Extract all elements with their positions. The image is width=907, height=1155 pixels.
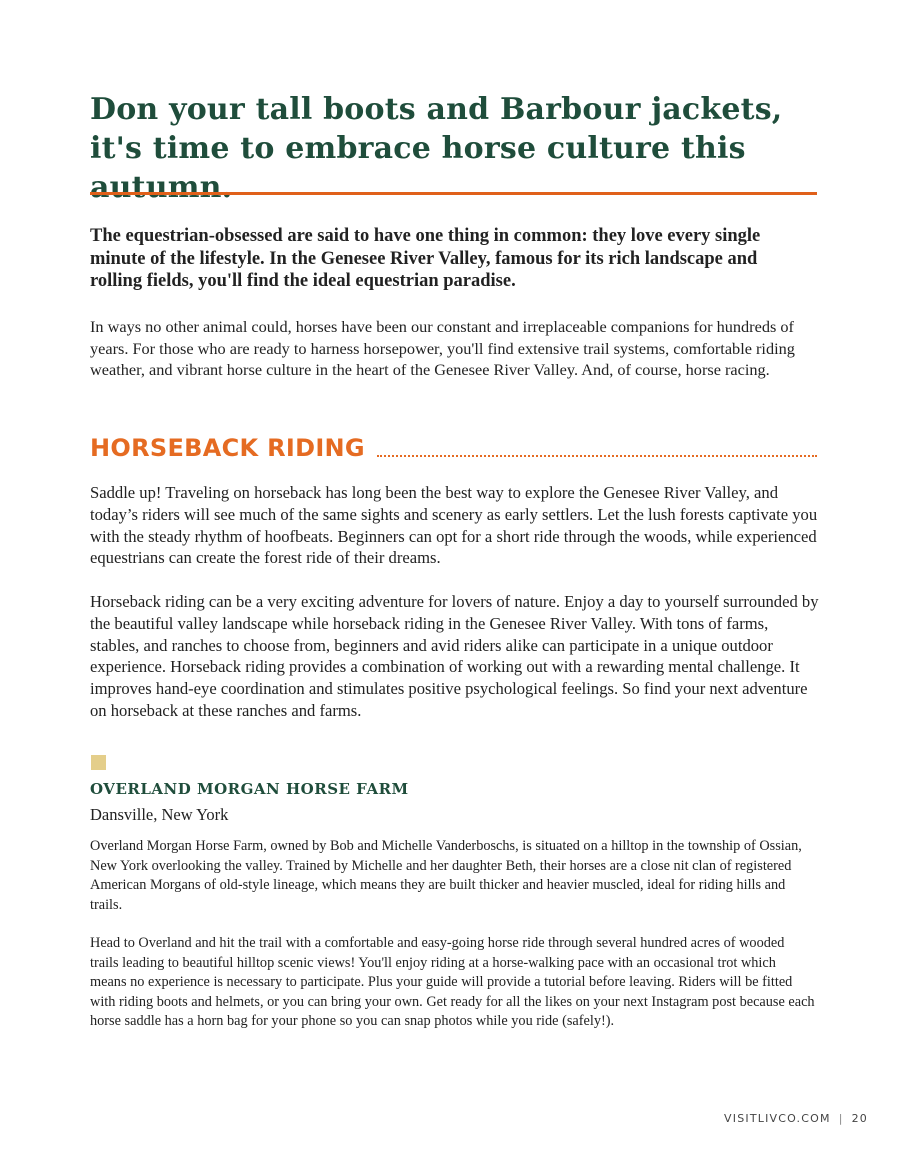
section-heading-horseback-riding: HORSEBACK RIDING (90, 434, 365, 462)
farm-location: Dansville, New York (90, 805, 229, 824)
intro-lead-paragraph: The equestrian-obsessed are said to have one thing in common: they love every single minute of the lifestyle. In the Genesee River Valley, famous for its rich landscape and rolling fields, you'll find the ideal equestrian paradise. (90, 226, 761, 291)
dotted-leader-line (377, 455, 817, 457)
footer-separator: | (838, 1112, 844, 1125)
listing-marker-square (91, 755, 106, 770)
farm-paragraph: Head to Overland and hit the trail with a comfortable and easy-going horse ride through several hundred acres of wooded trails leading to beautiful hilltop scenic views! You'll enjoy riding at a horse-walking pace with an occasional trot which means no experience is necessary to participate. Plus your guide will provide a tutorial before leaving. Riders will be fitted with riding boots and helmets, or you can bring your own. Get ready for all the likes on your next Instagram post because each horse saddle has a horn bag for your phone so you can snap photos while you ride (safely!). (90, 935, 815, 1029)
section-paragraph: Saddle up! Traveling on horseback has long been the best way to explore the Genesee River Valley, and today’s riders will see much of the same sights and scenery as early settlers. Let the lush forests captivate you with the steady rhythm of hoofbeats. Beginners can opt for a short ride through the woods, while experienced equestrians can create the forest ride of their dreams. (90, 483, 818, 568)
intro-body-paragraph: In ways no other animal could, horses have been our constant and irreplaceable companions for hundreds of years. For those who are ready to harness horsepower, you'll find extensive trail systems, comfortable riding weather, and vibrant horse culture in the heart of the Genesee River Valley. And, of course, horse racing. (90, 317, 795, 379)
footer-site-link[interactable]: VISITLIVCO.COM (724, 1112, 831, 1125)
farm-paragraph: Overland Morgan Horse Farm, owned by Bob and Michelle Vanderboschs, is situated on a hilltop in the township of Ossian, New York overlooking the valley. Trained by Michelle and her daughter Beth, their horses are a close nit clan of registered American Morgans of old-style lineage, which means they are built thicker and heavier muscled, ideal for riding hills and trails. (90, 838, 802, 913)
page-footer (724, 1112, 868, 1125)
page-title: Don your tall boots and Barbour jackets, it's time to embrace horse culture this autumn. (90, 92, 783, 205)
section-paragraph: Horseback riding can be a very exciting adventure for lovers of nature. Enjoy a day to yourself surrounded by the beautiful valley landscape while horseback riding in the Genesee River Valley. With tons of farms, stables, and ranches to choose from, beginners and avid riders alike can participate in a unique outdoor experience. Horseback riding provides a combination of working out with a rewarding mental challenge. It improves hand-eye coordination and stimulates positive psychological feelings. So find your next adventure on horseback at these ranches and farms. (90, 592, 819, 720)
title-divider (90, 192, 817, 195)
section-heading-row (90, 432, 817, 462)
farm-name: OVERLAND MORGAN HORSE FARM (90, 780, 409, 798)
page-number: 20 (851, 1112, 868, 1125)
